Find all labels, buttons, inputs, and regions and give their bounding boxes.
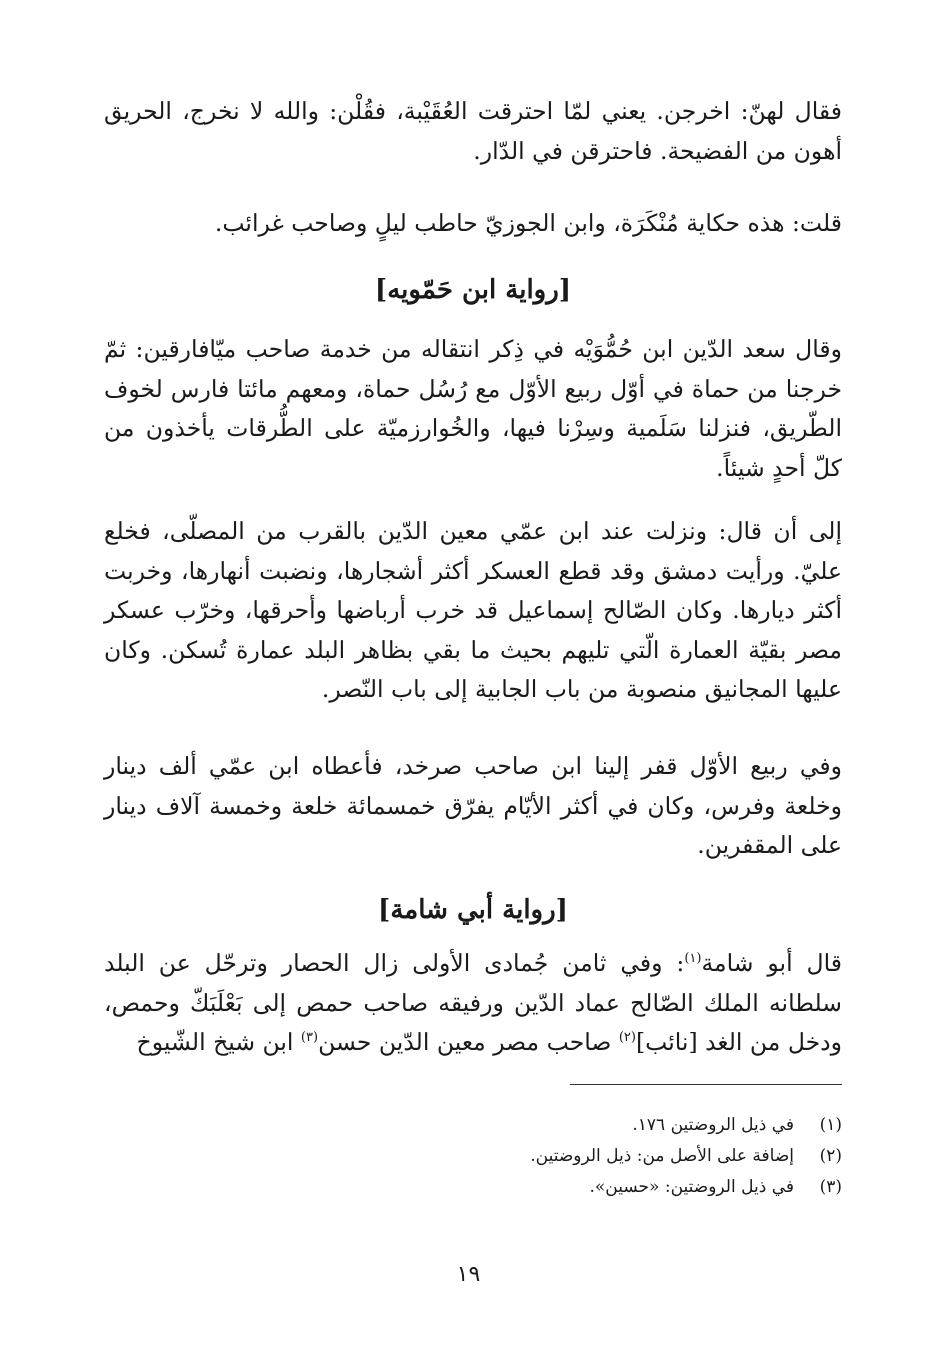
page-number: ١٩	[456, 1262, 481, 1287]
paragraph-3: وقال سعد الدّين ابن حُمُّوَيْه في ذِكر انتقاله من خدمة صاحب ميّافارقين: ثمّ خرجنا من حماة في أوّل ربيع الأوّل مع رُسُل حماة، ومعهم مائتا فارس لخوف الطّريق، فنزلنا سَلَمية وسِرْنا فيها، والخُوارزميّة على الطُّرقات يأخذون من كلّ أحدٍ شيئاً.	[104, 335, 842, 482]
paragraph-4: إلى أن قال: ونزلت عند ابن عمّي معين الدّين بالقرب من المصلّى، فخلع عليّ. ورأيت دمشق وقد قطع العسكر أكثر أشجارها، ونضبت أنهارها، وخربت أكثر ديارها. وكان الصّالح إسماعيل قد خرب أرباضها وأحرقها، وخرّب عسكر مصر بقيّة العمارة الّتي تليهم بحيث ما بقي بظاهر البلد عمارة تُسكن. وكان عليها المجانيق منصوبة من باب الجابية إلى باب النّصر.	[104, 517, 842, 703]
paragraph-6-part-c: صاحب مصر معين الدّين حسن	[318, 1028, 619, 1056]
paragraph-1: فقال لهنّ: اخرجن. يعني لمّا احترقت العُقَيْبة، فقُلْن: والله لا نخرج، الحريق أهون من الفضيحة. فاحترقن في الدّار.	[104, 97, 842, 165]
footnotes	[104, 1110, 842, 1203]
footnote-text: إضافة على الأصل من: ذيل الروضتين.	[530, 1146, 794, 1166]
footnote-ref-3: (٣)	[300, 1030, 319, 1046]
footnote-2	[104, 1141, 842, 1172]
paragraph-6	[104, 944, 842, 1063]
footnote-number: (٣)	[819, 1177, 842, 1197]
footnote-number: (٢)	[819, 1146, 842, 1166]
footnote-3	[104, 1172, 842, 1203]
footnote-separator	[570, 1084, 842, 1085]
page-body	[104, 92, 842, 1352]
section-heading-ibn-hamawayh: [رواية ابن حَمّويه]	[374, 275, 572, 305]
paragraph-5: وفي ربيع الأوّل قفر إلينا ابن صاحب صرخد، فأعطاه ابن عمّي ألف دينار وخلعة وفرس، وكان في أكثر الأيّام يفرّق خمسمائة خلعة وخمسة آلاف دينار على المقفرين.	[104, 752, 842, 859]
footnote-1	[104, 1110, 842, 1141]
footnote-ref-2: (٢)	[618, 1030, 636, 1046]
footnote-text: في ذيل الروضتين: «حسين».	[589, 1177, 794, 1197]
footnote-ref-1: (١)	[684, 951, 702, 967]
section-heading-abu-shama: [رواية أبي شامة]	[378, 895, 568, 925]
paragraph-2: قلت: هذه حكاية مُنْكَرَة، وابن الجوزيّ حاطب ليلٍ وصاحب غرائب.	[214, 209, 842, 237]
footnote-number: (١)	[819, 1115, 842, 1135]
paragraph-6-part-b: : وفي ثامن جُمادى الأولى زال الحصار وترحّل عن البلد سلطانه الملك الصّالح عماد الدّين ورفيقه صاحب حمص إلى بَعْلَبَكّ وحمص، ودخل من الغد [نائب]	[104, 949, 842, 1056]
paragraph-6-part-a: قال أبو شامة	[701, 949, 842, 977]
footnote-text: في ذيل الروضتين ١٧٦.	[632, 1115, 794, 1135]
paragraph-6-part-d: ابن شيخ الشّيوخ	[136, 1028, 301, 1056]
